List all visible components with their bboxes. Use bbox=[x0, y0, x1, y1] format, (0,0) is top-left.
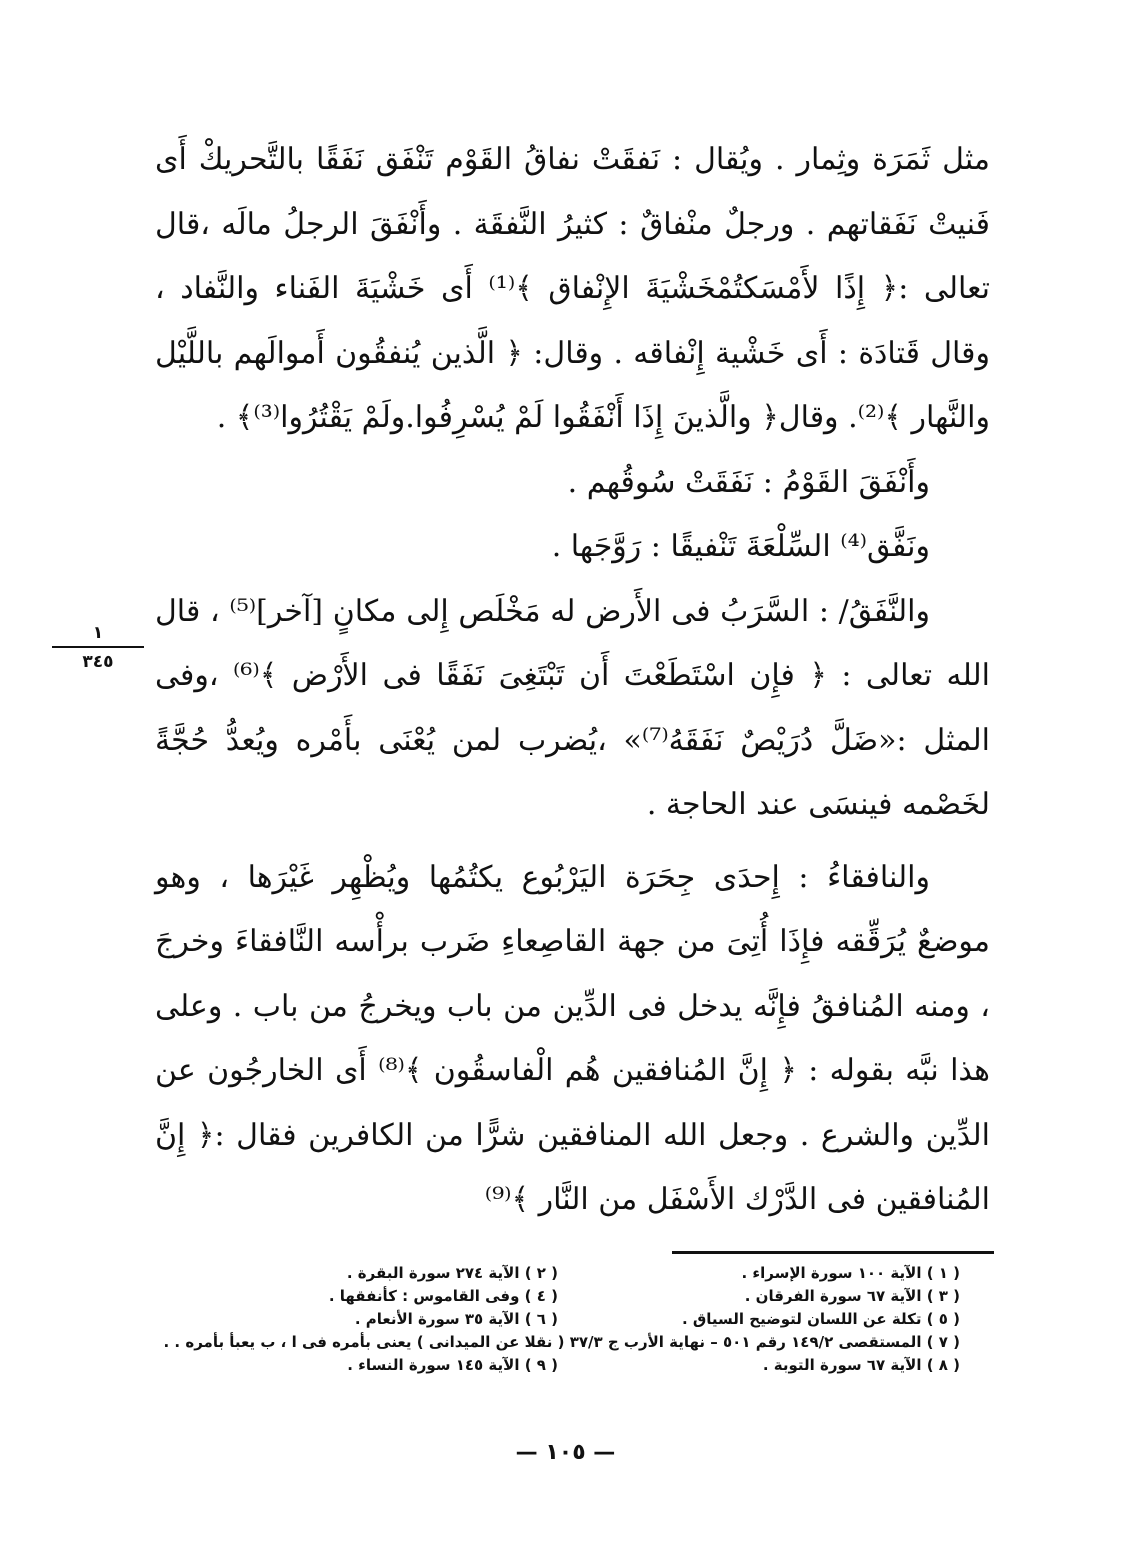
paragraph-3: ونَفَّق⁽⁴⁾ السِّلْعَةَ تَنْفيقًا : رَوَّجَها . bbox=[551, 529, 930, 564]
footnote-9: ( ٩ ) الآية ١٤٥ سورة النساء . bbox=[347, 1356, 558, 1374]
paragraph-4: والنَّفَقُ/ : السَّرَبُ فى الأَرض له مَخْلَص إِلى مكانٍ [آخر]⁽⁵⁾ ، قال الله تعالى : ﴿ فإِن اسْتَطَعْتَ أَن تَبْتَغِىَ نَفَقًا فى الأَرْض ﴾⁽⁶⁾ ،وفى المثل :«ضَلَّ دُرَيْصٌ نَفَقَهُ⁽⁷⁾» ،يُضرب لمن يُعْنَى بأَمْره ويُعدُّ حُجَّةً لخَصْمه فينسَى عند الحاجة . bbox=[155, 593, 990, 822]
paragraph-1: مثل ثَمَرَة وثِمار . ويُقال : نَفقَتْ نفاقُ القَوْم تَنْفَق نَفَقًا بالتَّحريكْ أَى فَنيتْ نَفَقاتهم . ورجلٌ منْفاقٌ : كثيرُ النَّفقَة . وأَنْفَقَ الرجلُ مالَه ،قال تعالى :﴿ إِذًا لأَمْسَكتُمْخَشْيَةَ الإِنْفاق ﴾⁽¹⁾ أَى خَشْيَةَ الفَناء والنَّفاد ، وقال قَتادَة : أَى خَشْية إِنْفاقه . وقال: ﴿ الَّذين يُنفقُون أَموالَهم باللَّيْل والنَّهار ﴾⁽²⁾. وقال﴿ والَّذينَ إِذَا أَنْفَقُوا لَمْ يُسْرِفُوا.ولَمْ يَقْتُرُوا⁽³⁾﴾ . bbox=[155, 142, 990, 435]
footnote-4: ( ٤ ) وفى القاموس : كأنفقها . bbox=[328, 1287, 558, 1305]
footnote-1: ( ١ ) الآية ١٠٠ سورة الإسراء . bbox=[741, 1264, 960, 1282]
paragraph-5: والنافقاءُ : إِحدَى جِحَرَة اليَرْبُوع يكتُمُها ويُظْهِر غَيْرَها ، وهو موضعٌ يُرَقِّقه فإِذَا أُتِىَ من جهة القاصِعاءِ ضَرب برأْسه النَّافقاءَ وخرجَ ، ومنه المُنافقُ فإِنَّه يدخل فى الدِّين من باب ويخرجُ من باب . وعلى هذا نبَّه بقوله : ﴿ إِنَّ المُنافقين هُم الْفاسقُون ﴾⁽⁸⁾ أَى الخارجُون عن الدِّين والشرع . وجعل الله المنافقين شرًّا من الكافرين فقال :﴿ إِنَّ المُنافقين فى الدَّرْك الأَسْفَل من النَّار ﴾⁽⁹⁾ bbox=[155, 859, 990, 1217]
margin-folio-reference bbox=[52, 622, 144, 673]
footnote-row bbox=[155, 1354, 960, 1377]
footnote-separator bbox=[672, 1251, 994, 1254]
footnote-8: ( ٨ ) الآية ٦٧ سورة التوبة . bbox=[762, 1356, 960, 1374]
main-text bbox=[155, 128, 990, 1233]
margin-folio-rule bbox=[52, 646, 144, 648]
footnote-row bbox=[155, 1262, 960, 1285]
footnote-row bbox=[155, 1285, 960, 1308]
footnote-7: ( ٧ ) المستقصى ١٤٩/٢ رقم ٥٠١ – نهاية الأرب ج ٣٧/٣ ( نقلا عن الميدانى ) يعنى بأمره فى ا ، ب يعبأ بأمره . . bbox=[163, 1333, 960, 1351]
footnote-row bbox=[155, 1308, 960, 1331]
footnote-6: ( ٦ ) الآية ٣٥ سورة الأنعام . bbox=[354, 1310, 558, 1328]
margin-folio-bottom: ٣٤٥ bbox=[82, 652, 114, 672]
footnotes bbox=[155, 1262, 960, 1377]
page-number: — ١٠٥ — bbox=[515, 1440, 616, 1465]
footnote-5: ( ٥ ) تكلة عن اللسان لتوضيح السياق . bbox=[681, 1310, 960, 1328]
footnote-3: ( ٣ ) الآية ٦٧ سورة الفرقان . bbox=[744, 1287, 960, 1305]
paragraph-2: وأَنْفَقَ القَوْمُ : نَفَقَتْ سُوقُهم . bbox=[567, 464, 930, 500]
footnote-row bbox=[155, 1331, 960, 1354]
footnote-2: ( ٢ ) الآية ٢٧٤ سورة البقرة . bbox=[346, 1264, 558, 1282]
margin-folio-top: ١ bbox=[92, 623, 104, 643]
